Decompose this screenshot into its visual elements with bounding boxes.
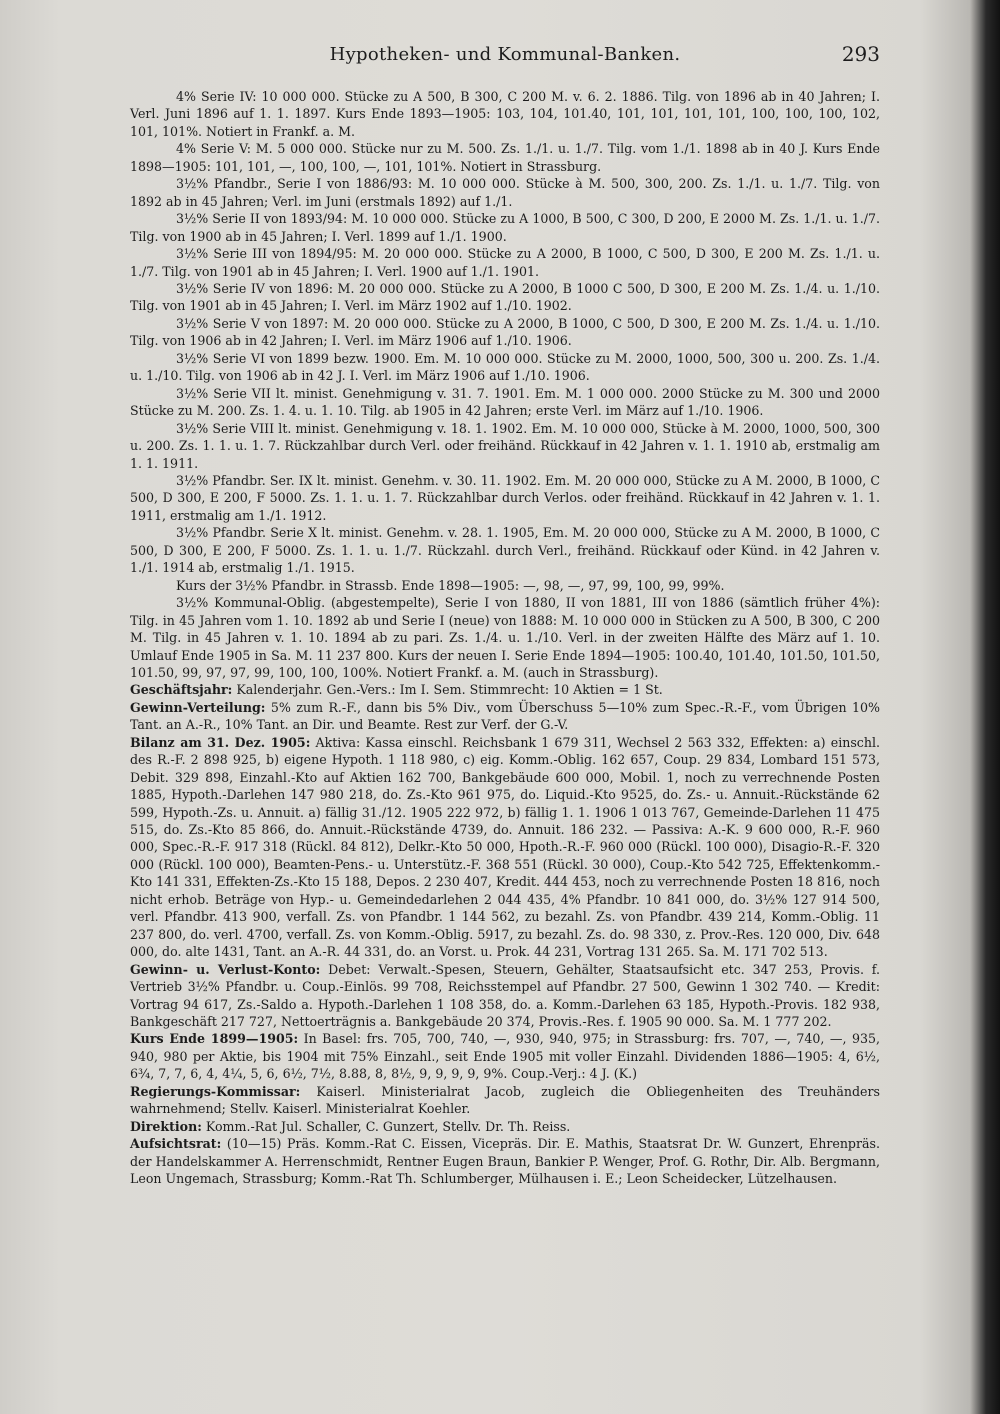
section-kurs-ende: [130, 1030, 880, 1082]
section-label: Bilanz am 31. Dez. 1905:: [130, 734, 311, 750]
section-text: In Basel: frs. 705, 700, 740, —, 930, 940, 975; in Strassburg: frs. 707, —, 740, —, 935, 940, 980 per Aktie, bis 1904 mit 75% Einzahl., seit Ende 1905 mit voller Einzahl. Dividenden 1886—1905: 4, 6½, 6¾, 7, 7, 6, 4, 4¼, 5, 6, 6½, 7½, 8.88, 8, 8½, 9, 9, 9, 9, 9%. Coup.-Verj.: 4 J. (K.): [130, 1031, 880, 1082]
section-text: Aktiva: Kassa einschl. Reichsbank 1 679 311, Wechsel 2 563 332, Effekten: a) einschl. des R.-F. 2 898 925, b) eigene Hypoth. 1 118 980, c) eig. Komm.-Oblig. 162 657, Coup. 29 834, Lombard 151 573, Debit. 329 898, Einzahl.-Kto auf Aktien 162 700, Bankgebäude 600 000, Mobil. 1, noch zu verrechnende Posten 1885, Hypoth.-Darlehen 147 980 218, do. Zs.-Kto 961 975, do. Liquid.-Kto 9525, do. Zs.- u. Annuit.-Rückstände 62 599, Hypoth.-Zs. u. Annuit. a) fällig 31./12. 1905 222 972, b) fällig 1. 1. 1906 1 013 767, Gemeinde-Darlehen 11 475 515, do. Zs.-Kto 85 866, do. Annuit.-Rückstände 4739, do. Annuit. 186 232. — Passiva: A.-K. 9 600 000, R.-F. 960 000, Spec.-R.-F. 917 318 (Rückl. 84 812), Delkr.-Kto 50 000, Hpoth.-R.-F. 960 000 (Rückl. 100 000), Disagio-R.-F. 320 000 (Rückl. 100 000), Beamten-Pens.- u. Unterstütz.-F. 368 551 (Rückl. 30 000), Coup.-Kto 542 725, Effektenkomm.-Kto 141 331, Effekten-Zs.-Kto 15 188, Depos. 2 230 407, Kredit. 444 453, noch zu verrechnende Posten 18 816, noch nicht erhob. Beträge von Hyp.- u. Gemeindedarlehen 2 044 435, 4% Pfandbr. 10 841 000, do. 3½% 127 914 500, verl. Pfandbr. 413 900, verfall. Zs. von Pfandbr. 1 144 562, zu bezahl. Zs. von Pfandbr. 439 214, Komm.-Oblig. 11 237 800, do. verl. 4700, verfall. Zs. von Komm.-Oblig. 5917, zu bezahl. Zs. do. 98 330, z. Prov.-Res. 120 000, Div. 648 000, do. alte 1431, Tant. an A.-R. 44 331, do. an Vorst. u. Prok. 44 231, Vortrag 131 265. Sa. M. 171 702 513.: [130, 734, 880, 960]
section-text: (10—15) Präs. Komm.-Rat C. Eissen, Vicepräs. Dir. E. Mathis, Staatsrat Dr. W. Gunzert, Ehrenpräs. der Handelskammer A. Herrenschmidt, Rentner Eugen Braun, Bankier P. Wenger, Prof. G. Rothr, Dir. Alb. Bergmann, Leon Ungemach, Strassburg; Komm.-Rat Th. Schlumberger, Mülhausen i. E.; Leon Scheidecker, Lützelhausen.: [130, 1136, 880, 1187]
section-label: Aufsichtsrat:: [130, 1136, 222, 1152]
section-gewinn-verteilung: [130, 699, 880, 734]
paragraph-pfandbr-serie-iv: 3½% Serie IV von 1896: M. 20 000 000. Stücke zu A 2000, B 1000 C 500, D 300, E 200 M. Zs. 1./4. u. 1./10. Tilg. von 1901 ab in 45 Jahren; I. Verl. im März 1902 auf 1./10. 1902.: [130, 280, 880, 314]
page-header: [130, 44, 880, 74]
body-text: [130, 88, 880, 1188]
section-label: Direktion:: [130, 1118, 202, 1134]
paragraph-pfandbr-serie-v: 3½% Serie V von 1897: M. 20 000 000. Stücke zu A 2000, B 1000, C 500, D 300, E 200 M. Zs. 1./4. u. 1./10. Tilg. von 1906 ab in 42 Jahren; I. Verl. im März 1906 auf 1./10. 1906.: [130, 315, 880, 349]
page-number: 293: [841, 42, 880, 66]
section-text: Kalenderjahr. Gen.-Vers.: Im I. Sem. Stimmrecht: 10 Aktien = 1 St.: [236, 682, 663, 698]
section-label: Regierungs-Kommissar:: [130, 1083, 301, 1099]
section-geschaeftsjahr: [130, 681, 880, 698]
section-regierungs-kommissar: [130, 1083, 880, 1118]
running-title: Hypotheken- und Kommunal-Banken.: [329, 44, 681, 65]
paragraph-pfandbr-serie-ii: 3½% Serie II von 1893/94: M. 10 000 000. Stücke zu A 1000, B 500, C 300, D 200, E 2000 M. Zs. 1./1. u. 1./7. Tilg. von 1900 ab in 45 Jahren; I. Verl. 1899 auf 1./1. 1900.: [130, 211, 880, 244]
paragraph-kommunal-oblig: 3½% Kommunal-Oblig. (abgestempelte), Serie I von 1880, II von 1881, III von 1886 (sämtlich früher 4%): Tilg. in 45 Jahren vom 1. 10. 1892 ab und Serie I (neue) von 1888: M. 10 000 000 in Stücken zu A 500, B 300, C 200 M. Tilg. in 45 Jahren v. 1. 10. 1894 ab zu pari. Zs. 1./4. u. 1./10. Verl. in der zweiten Hälfte des März auf 1. 10. Umlauf Ende 1905 in Sa. M. 11 237 800. Kurs der neuen I. Serie Ende 1894—1905: 100.40, 101.40, 101.50, 101.50, 101.50, 99, 97, 97, 99, 100, 100, 100%. Notiert Frankf. a. M. (auch in Strassburg).: [130, 595, 880, 680]
section-gewinn-verlust-konto: [130, 961, 880, 1031]
section-text: Komm.-Rat Jul. Schaller, C. Gunzert, Stellv. Dr. Th. Reiss.: [205, 1118, 571, 1134]
paragraph-pfandbr-serie-iii: 3½% Serie III von 1894/95: M. 20 000 000. Stücke zu A 2000, B 1000, C 500, D 300, E 200 M. Zs. 1./1. u. 1./7. Tilg. von 1901 ab in 45 Jahren; I. Verl. 1900 auf 1./1. 1901.: [130, 246, 880, 279]
section-text: 5% zum R.-F., dann bis 5% Div., vom Überschuss 5—10% zum Spec.-R.-F., vom Übrigen 10% Tant. an A.-R., 10% Tant. an Dir. und Beamte. Rest zur Verf. der G.-V.: [130, 699, 880, 733]
section-direktion: [130, 1118, 880, 1135]
section-bilanz: [130, 734, 880, 961]
section-label: Geschäftsjahr:: [130, 682, 233, 698]
section-label: Gewinn-Verteilung:: [130, 699, 266, 715]
paragraph-kurs-pfandbr: Kurs der 3½% Pfandbr. in Strassb. Ende 1898—1905: —, 98, —, 97, 99, 100, 99, 99%.: [176, 577, 725, 593]
paragraph-serie-v: 4% Serie V: M. 5 000 000. Stücke nur zu M. 500. Zs. 1./1. u. 1./7. Tilg. vom 1./1. 1898 ab in 40 J. Kurs Ende 1898—1905: 101, 101, —, 100, 100, —, 101, 101%. Notiert in Strassburg.: [130, 141, 880, 174]
section-label: Gewinn- u. Verlust-Konto:: [130, 961, 321, 977]
section-label: Kurs Ende 1899—1905:: [130, 1031, 299, 1047]
section-aufsichtsrat: [130, 1135, 880, 1187]
section-text: Debet: Verwalt.-Spesen, Steuern, Gehälter, Staatsaufsicht etc. 347 253, Provis. f. Vertrieb 3½% Pfandbr. u. Coup.-Einlös. 99 708, Reichsstempel auf Pfandbr. 27 500, Gewinn 1 302 740. — Kredit: Vortrag 94 617, Zs.-Saldo a. Hypoth.-Darlehen 1 108 358, do. a. Komm.-Darlehen 63 185, Hypoth.-Provis. 182 938, Bankgeschäft 217 727, Nettoerträgnis a. Bankgebäude 20 374, Provis.-Res. f. 1905 90 000. Sa. M. 1 777 202.: [130, 961, 881, 1030]
paragraph-serie-iv: 4% Serie IV: 10 000 000. Stücke zu A 500, B 300, C 200 M. v. 6. 2. 1886. Tilg. von 1896 ab in 40 Jahren; I. Verl. Juni 1896 auf 1. 1. 1897. Kurs Ende 1893—1905: 103, 104, 101.40, 101, 101, 101, 101, 100, 100, 100, 102, 101, 101%. Notiert in Frankf. a. M.: [130, 89, 880, 139]
paragraph-pfandbr-serie-vi: 3½% Serie VI von 1899 bezw. 1900. Em. M. 10 000 000. Stücke zu M. 2000, 1000, 500, 300 u. 200. Zs. 1./4. u. 1./10. Tilg. von 1906 ab in 42 J. I. Verl. im März 1906 auf 1./10. 1906.: [130, 350, 880, 384]
paragraph-pfandbr-serie-viii: 3½% Serie VIII lt. minist. Genehmigung v. 18. 1. 1902. Em. M. 10 000 000, Stücke à M. 2000, 1000, 500, 300 u. 200. Zs. 1. 1. u. 1. 7. Rückzahlbar durch Verl. oder freihänd. Rückkauf in 42 Jahren v. 1. 1. 1910 ab, erstmalig am 1. 1. 1911.: [130, 420, 880, 471]
paragraph-pfandbr-serie-vii: 3½% Serie VII lt. minist. Genehmigung v. 31. 7. 1901. Em. M. 1 000 000. 2000 Stücke zu M. 300 und 2000 Stücke zu M. 200. Zs. 1. 4. u. 1. 10. Tilg. ab 1905 in 42 Jahren; erste Verl. im März auf 1./10. 1906.: [130, 385, 880, 419]
paragraph-pfandbr-serie-ix: 3½% Pfandbr. Ser. IX lt. minist. Genehm. v. 30. 11. 1902. Em. M. 20 000 000, Stücke zu A M. 2000, B 1000, C 500, D 300, E 200, F 5000. Zs. 1. 1. u. 1. 7. Rückzahlbar durch Verlos. oder freihänd. Rückkauf in 42 Jahren v. 1. 1. 1911, erstmalig am 1./1. 1912.: [130, 472, 880, 523]
section-text: Kaiserl. Ministerialrat Jacob, zugleich die Obliegenheiten des Treuhänders wahrnehmend; Stellv. Kaiserl. Ministerialrat Koehler.: [130, 1083, 880, 1117]
paragraph-pfandbr-serie-i: 3½% Pfandbr., Serie I von 1886/93: M. 10 000 000. Stücke à M. 500, 300, 200. Zs. 1./1. u. 1./7. Tilg. von 1892 ab in 45 Jahren; Verl. im Juni (erstmals 1892) auf 1./1.: [130, 176, 880, 209]
paragraph-pfandbr-serie-x: 3½% Pfandbr. Serie X lt. minist. Genehm. v. 28. 1. 1905, Em. M. 20 000 000, Stücke zu A M. 2000, B 1000, C 500, D 300, E 200, F 5000. Zs. 1. 1. u. 1./7. Rückzahl. durch Verl., freihänd. Rückkauf oder Künd. in 42 Jahren v. 1./1. 1914 ab, erstmalig 1./1. 1915.: [130, 525, 880, 576]
